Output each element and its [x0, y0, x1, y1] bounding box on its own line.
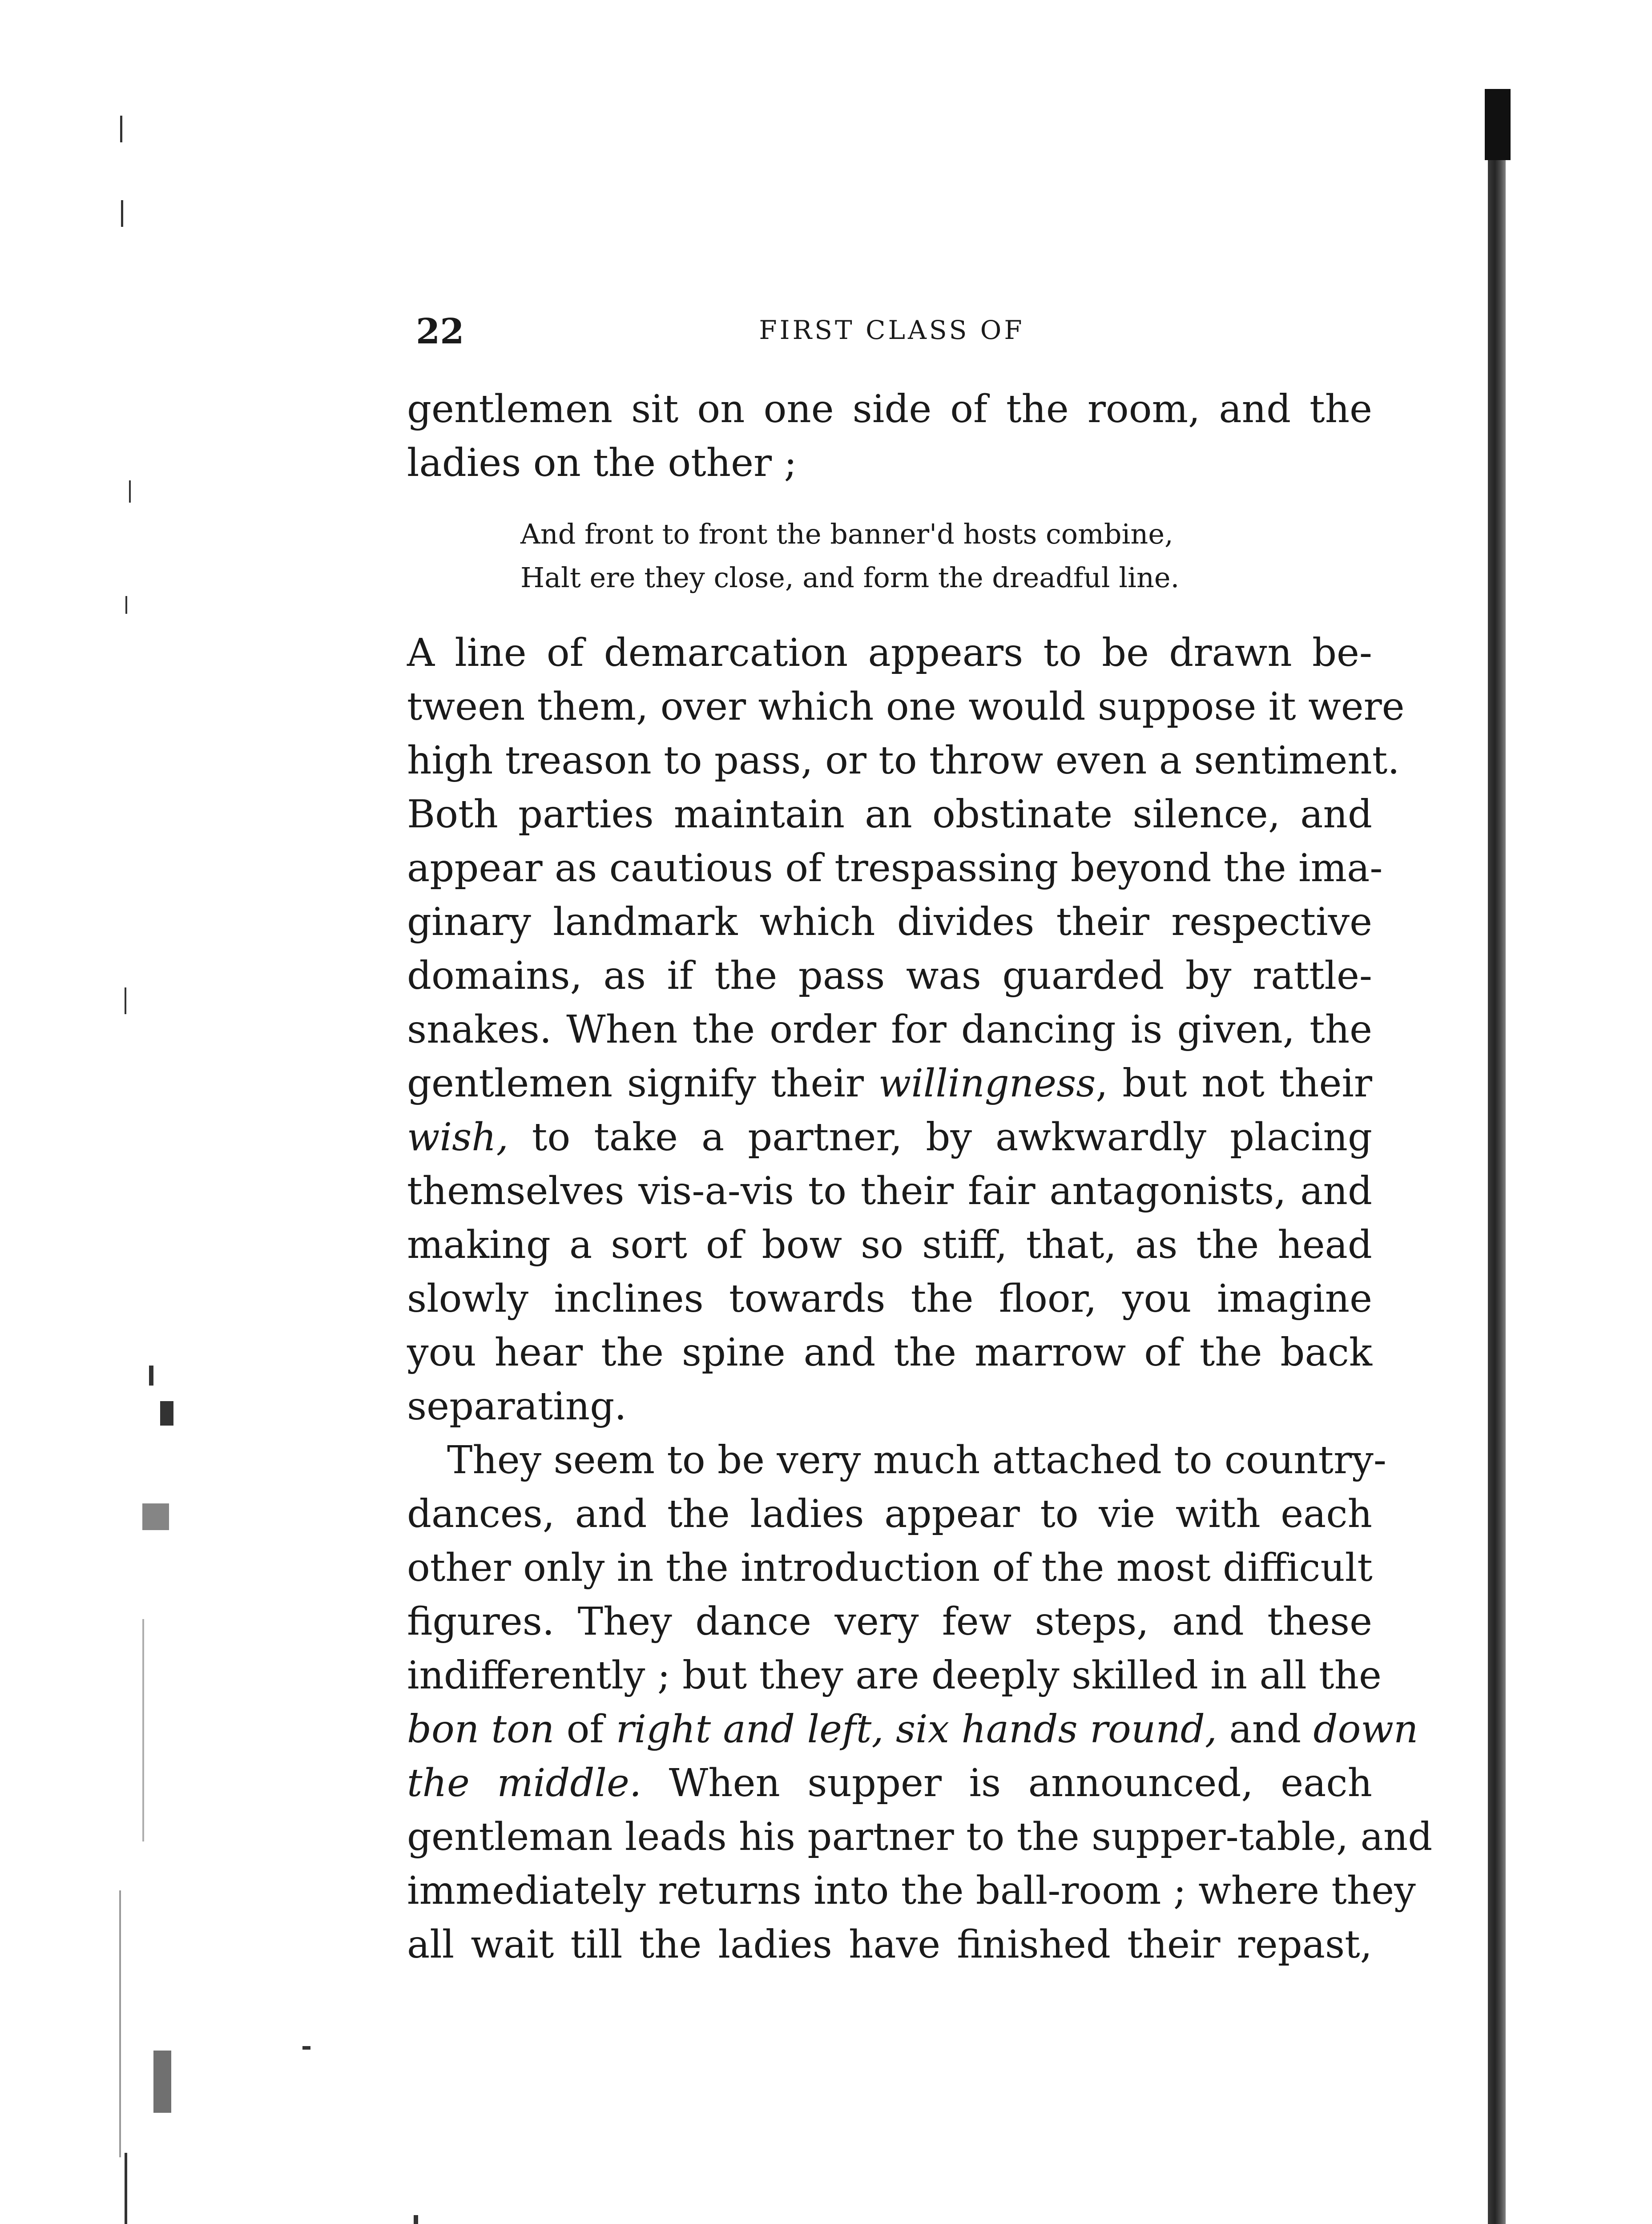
text-line: They seem to be very much attached to country- — [447, 1438, 1386, 1483]
text-line: gentlemen sit on one side of the room, and the — [407, 387, 1372, 431]
body-text — [407, 383, 1433, 1972]
text-run: of — [554, 1707, 616, 1752]
text-line: separating. — [407, 1384, 627, 1429]
text-line — [407, 1057, 1372, 1111]
text-line: tween them, over which one would suppose it were — [407, 685, 1405, 729]
page-number: 22 — [416, 311, 464, 352]
text-line: A line of demarcation appears to be drawn be- — [407, 631, 1372, 675]
text-line: high treason to pass, or to throw even a sentiment. — [407, 738, 1400, 783]
text-line: domains, as if the pass was guarded by rattle- — [407, 954, 1372, 998]
binding-edge-top — [1485, 89, 1511, 160]
text-line: ladies on the other ; — [407, 441, 797, 485]
text-line: immediately returns into the ball-room ; where they — [407, 1869, 1416, 1913]
text-line: making a sort of bow so stiff, that, as the head — [407, 1223, 1372, 1267]
verse-line: Halt ere they close, and form the dreadful line. — [520, 561, 1180, 594]
text-line: you hear the spine and the marrow of the back — [407, 1330, 1372, 1375]
italic-run: down — [1313, 1707, 1418, 1752]
text-line: all wait till the ladies have finished their repast, — [407, 1922, 1372, 1967]
text-run: and — [1217, 1707, 1314, 1752]
text-run: to take a partner, by awkwardly placing — [508, 1115, 1372, 1160]
running-head — [416, 311, 1368, 351]
binding-edge-shadow — [1488, 89, 1506, 2224]
scan-specks-left — [111, 98, 254, 2224]
text-run: , but not their — [1096, 1061, 1372, 1106]
text-line: dances, and the ladies appear to vie with each — [407, 1492, 1372, 1536]
text-line — [407, 1111, 1372, 1164]
verse-quotation — [520, 512, 1372, 600]
running-title: FIRST CLASS OF — [759, 315, 1025, 345]
text-line: ginary landmark which divides their respective — [407, 900, 1372, 944]
italic-run: right and left, six hands round, — [616, 1707, 1217, 1752]
text-line: Both parties maintain an obstinate silence, and — [407, 792, 1372, 837]
text-run: When supper is announced, each — [641, 1761, 1372, 1805]
italic-run: wish, — [407, 1115, 508, 1160]
text-line: other only in the introduction of the most difficult — [407, 1546, 1373, 1590]
text-line: appear as cautious of trespassing beyond the ima- — [407, 846, 1383, 890]
text-line: slowly inclines towards the floor, you imagine — [407, 1277, 1372, 1321]
text-line: figures. They dance very few steps, and these — [407, 1600, 1372, 1644]
text-line — [407, 1757, 1372, 1810]
verse-line: And front to front the banner'd hosts combine, — [520, 518, 1173, 550]
text-line — [407, 1703, 1418, 1757]
italic-run: willingness — [878, 1061, 1096, 1106]
text-line: gentleman leads his partner to the supper-table, and — [407, 1815, 1433, 1859]
text-line: themselves vis-a-vis to their fair antagonists, and — [407, 1169, 1372, 1213]
italic-run: bon ton — [407, 1707, 555, 1752]
text-run: gentlemen signify their — [407, 1061, 878, 1106]
text-line: indifferently ; but they are deeply skilled in all the — [407, 1653, 1382, 1698]
text-line: snakes. When the order for dancing is given, the — [407, 1007, 1372, 1052]
italic-run: the middle. — [407, 1761, 642, 1805]
